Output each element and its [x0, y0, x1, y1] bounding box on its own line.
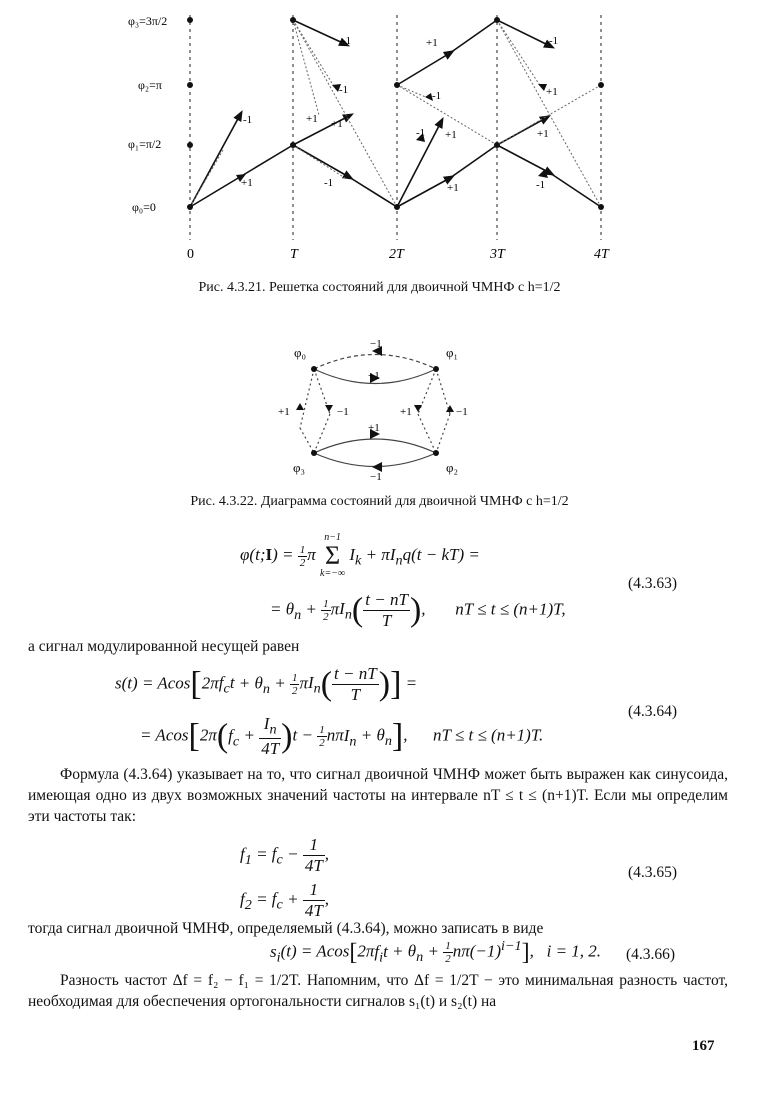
- paragraph-frequency: Формула (4.3.64) указывает на то, что сигнал двоичной ЧМНФ может быть выражен как синусоида, имеющая одно из двух возможных значений частоты на интервале nT ≤ t ≤ (n+1)T. Если мы определим эти частоты так:: [28, 766, 728, 825]
- state-label-0: φ₀=0: [132, 200, 156, 214]
- page-number: 167: [692, 1038, 715, 1054]
- branch-label: +1: [445, 129, 457, 141]
- edge-label: +1: [368, 422, 380, 434]
- edge-label: −1: [370, 471, 382, 480]
- time-label: T: [290, 247, 298, 262]
- figure-caption-4-3-22: Рис. 4.3.22. Диаграмма состояний для двоичной ЧМНФ с h=1/2: [190, 494, 569, 509]
- edge-label: +1: [368, 370, 380, 382]
- branch-label: +1: [306, 113, 318, 125]
- paragraph-frequency-difference: Разность частот Δf = f₂ − f₁ = 1/2T. Напомним, что Δf = 1/2T − это минимальная разность частот, необходимая для обеспечения ортогональности сигналов s₁(t) и s₂(t) на: [28, 972, 728, 1010]
- text-after-4-3-63: а сигнал модулированной несущей равен: [28, 638, 300, 655]
- node-label-phi2: φ₂: [446, 460, 459, 475]
- state-labels: [128, 14, 167, 214]
- state-diagram: [0, 330, 759, 480]
- branch-label: -1: [339, 84, 349, 96]
- equation-number-4-3-64: (4.3.64): [628, 703, 678, 720]
- branch-label: +1: [426, 37, 438, 49]
- equation-number-4-3-65: (4.3.65): [628, 864, 678, 881]
- branch-label: -1: [243, 114, 253, 126]
- node-label-phi0: φ₀: [294, 345, 307, 360]
- edge-label: −1: [337, 406, 349, 418]
- branch-label: -1: [342, 35, 352, 47]
- branch-label: -1: [549, 35, 559, 47]
- branch-label: -1: [432, 90, 442, 102]
- equation-4-3-63-line1: φ(t;I) = $\frac{1}{2}$ π n−1 Σ k=−∞ $I_k + \pi I_nq(t - kT)$ =: [240, 532, 480, 579]
- figure-caption-4-3-21: Рис. 4.3.21. Решетка состояний для двоичной ЧМНФ с h=1/2: [198, 280, 561, 295]
- equation-4-3-64-line2: = $Acos[2\pi(f_c$ + $\frac{I_n}{4T}$ )t − $\frac{1}{2}$ $n\pi I_n + \theta_n$], nT ≤ t ≤ (n+1)T.: [140, 714, 544, 759]
- equation-number-4-3-66: (4.3.66): [626, 946, 676, 963]
- time-labels: [187, 247, 610, 262]
- branch-label: +1: [546, 86, 558, 98]
- equation-4-3-65-line1: $f_1 = f_c$ − $\frac{1}{4T}$ ,: [240, 835, 330, 875]
- edge-label: +1: [400, 406, 412, 418]
- trellis-diagram: [0, 0, 759, 270]
- text-after-4-3-65: тогда сигнал двоичной ЧМНФ, определяемый (4.3.64), можно записать в виде: [28, 920, 544, 937]
- equation-4-3-63-line2: = $\theta_n$ + $\frac{1}{2}$ $\pi I_n$( $\frac{t - nT}{T}$ ), nT ≤ t ≤ (n+1)T,: [270, 590, 566, 630]
- equation-4-3-64-line1: $s(t) = Acos[2\pi f_ct + \theta_n$ + $\frac{1}{2}$ $\pi I_n$( $\frac{t - nT}{T}$ )] =: [115, 664, 418, 704]
- branch-label: +1: [241, 177, 253, 189]
- equation-4-3-65-line2: $f_2 = f_c$ + $\frac{1}{4T}$ ,: [240, 880, 330, 920]
- time-label: 2T: [389, 247, 404, 262]
- state-label-2: φ₂=π: [138, 78, 162, 92]
- state-label-1: φ₁=π/2: [128, 137, 162, 151]
- equation-number-4-3-63: (4.3.63): [628, 575, 678, 592]
- state-label-3: φ₃=3π/2: [128, 14, 168, 28]
- time-label: 3T: [490, 247, 505, 262]
- time-label: 4T: [594, 247, 609, 262]
- equation-4-3-66: $s_i(t) = Acos[2\pi f_it + \theta_n$ + $\frac{1}{2}$ $n\pi(-1)^{i-1}$], i = 1, 2.: [270, 938, 602, 966]
- branch-label: +1: [447, 182, 459, 194]
- edge-label: +1: [278, 406, 290, 418]
- branch-labels: [241, 35, 558, 194]
- branch-label: +1: [331, 118, 343, 130]
- node-label-phi1: φ₁: [446, 345, 459, 360]
- node-label-phi3: φ₃: [293, 460, 306, 475]
- branch-label: +1: [537, 128, 549, 140]
- branch-label: -1: [324, 177, 334, 189]
- edge-label: −1: [370, 338, 382, 350]
- edge-label: −1: [456, 406, 468, 418]
- branch-label: -1: [416, 127, 426, 139]
- time-label: 0: [187, 247, 194, 262]
- branch-label: -1: [536, 179, 546, 191]
